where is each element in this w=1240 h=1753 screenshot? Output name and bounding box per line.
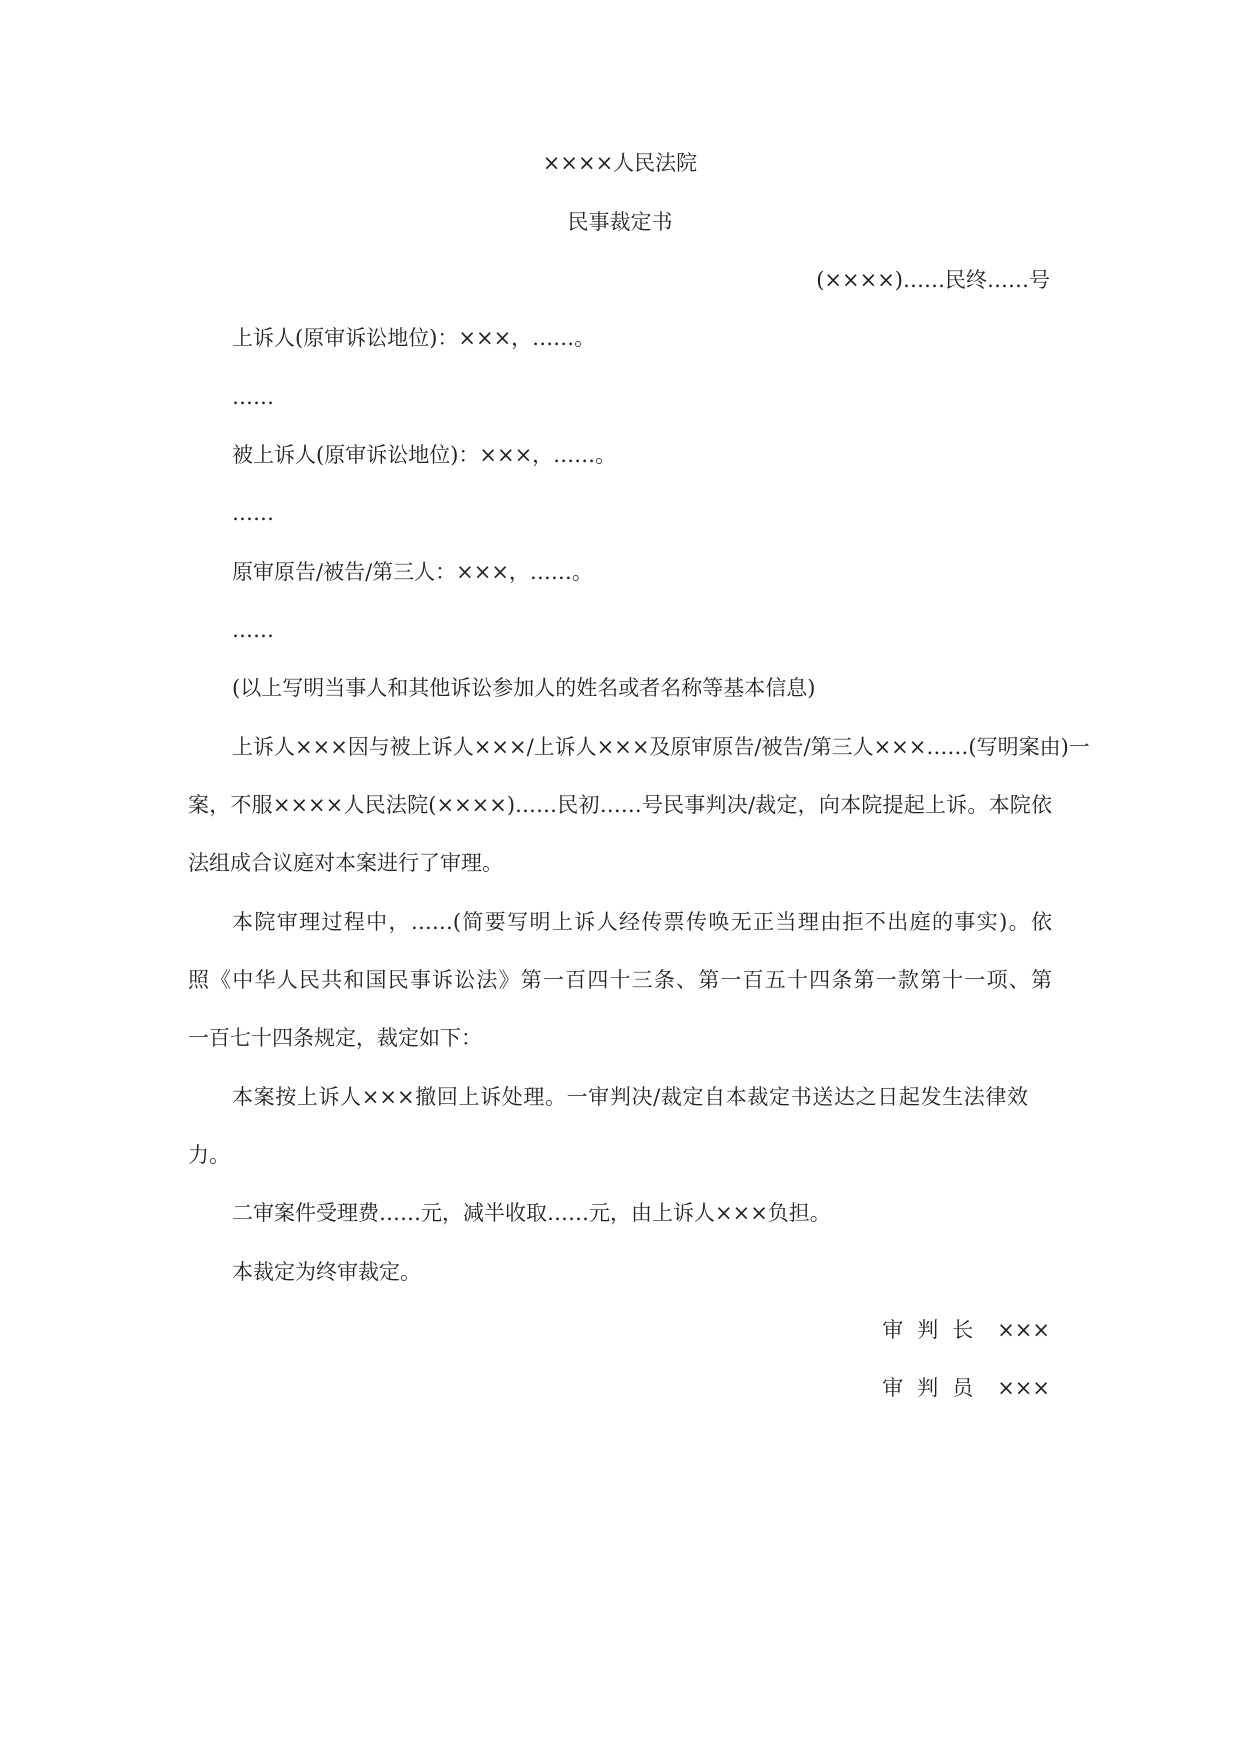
parties-note: (以上写明当事人和其他诉讼参加人的姓名或者名称等基本信息) bbox=[232, 676, 816, 700]
paragraph-1-line-2: 案，不服××××人民法院(××××)……民初……号民事判决/裁定，向本院提起上诉。本院依 bbox=[188, 793, 1052, 817]
signature-role: 审判长 bbox=[882, 1318, 988, 1342]
original-party-line: 原审原告/被告/第三人：×××，……。 bbox=[232, 560, 593, 584]
court-name: ××××人民法院 bbox=[542, 151, 698, 175]
paragraph-2-line-1: 本院审理过程中，……(简要写明上诉人经传票传唤无正当理由拒不出庭的事实)。依 bbox=[232, 910, 1052, 934]
signature-role: 审判员 bbox=[882, 1376, 988, 1400]
document-type-title: 民事裁定书 bbox=[567, 210, 673, 234]
signature-name: ××× bbox=[997, 1376, 1050, 1400]
original-party-ellipsis: …… bbox=[232, 618, 274, 642]
signature-chief-judge bbox=[882, 1315, 1050, 1345]
final-ruling-statement: 本裁定为终审裁定。 bbox=[232, 1260, 421, 1284]
paragraph-1-line-1: 上诉人×××因与被上诉人×××/上诉人×××及原审原告/被告/第三人×××……(写明案由)一 bbox=[232, 735, 1090, 759]
paragraph-3-line-1: 本案按上诉人×××撤回上诉处理。一审判决/裁定自本裁定书送达之日起发生法律效 bbox=[232, 1085, 1028, 1109]
appellant-ellipsis: …… bbox=[232, 385, 274, 409]
case-number: (××××)……民终……号 bbox=[816, 268, 1050, 292]
paragraph-2-line-3: 一百七十四条规定，裁定如下： bbox=[188, 1026, 482, 1050]
paragraph-3-line-2: 力。 bbox=[188, 1143, 230, 1167]
paragraph-2-line-2: 照《中华人民共和国民事诉讼法》第一百四十三条、第一百五十四条第一款第十一项、第 bbox=[188, 968, 1052, 992]
signature-judge bbox=[882, 1373, 1050, 1403]
signature-name: ××× bbox=[997, 1318, 1050, 1342]
appellant-line: 上诉人(原审诉讼地位)：×××，……。 bbox=[232, 326, 596, 350]
appellee-ellipsis: …… bbox=[232, 501, 274, 525]
fee-paragraph: 二审案件受理费……元，减半收取……元，由上诉人×××负担。 bbox=[232, 1201, 831, 1225]
appellee-line: 被上诉人(原审诉讼地位)：×××，……。 bbox=[232, 443, 617, 467]
paragraph-1-line-3: 法组成合议庭对本案进行了审理。 bbox=[188, 851, 503, 875]
